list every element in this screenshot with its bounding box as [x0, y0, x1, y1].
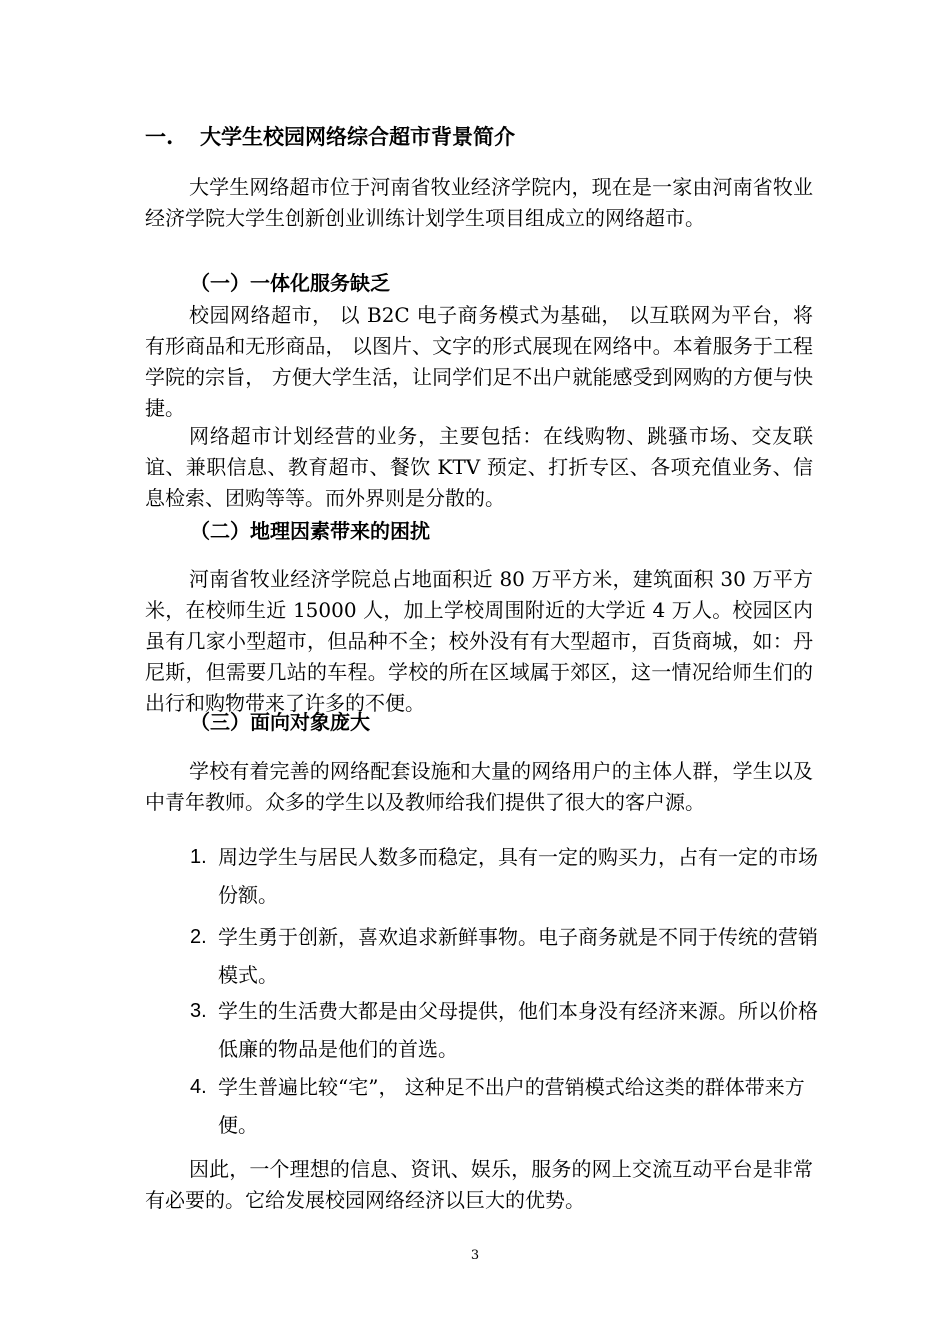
- section3-title: （三）面向对象庞大: [190, 710, 370, 734]
- list-item-number: 1.: [190, 846, 207, 868]
- list-item-number: 3.: [190, 1000, 207, 1022]
- section1-paragraph1: 校园网络超市， 以 B2C 电子商务模式为基础， 以互联网为平台，将有形商品和无形商品， 以图片、文字的形式展现在网络中。本着服务于工程学院的宗旨， 方便大学生活，让同学们足不出户就能感受到网购的方便与快捷。: [145, 303, 813, 420]
- main-heading: [145, 122, 813, 152]
- section2-paragraph1: 河南省牧业经济学院总占地面积近 80 万平方米，建筑面积 30 万平方米，在校师生近 15000 人，加上学校周围附近的大学近 4 万人。校园区内虽有几家小型超市，但品种不全；校外没有有大型超市，百货商城，如：丹尼斯，但需要几站的车程。学校的所在区域属于郊区，这一情况给师生们的出行和购物带来了许多的不便。: [145, 567, 813, 715]
- list-item-text: 学生的生活费大都是由父母提供，他们本身没有经济来源。所以价格低廉的物品是他们的首选。: [218, 999, 818, 1061]
- heading-number: 一.: [145, 124, 174, 149]
- list-item: [190, 992, 820, 1068]
- list-item: [190, 918, 820, 994]
- heading-title: 大学生校园网络综合超市背景简介: [200, 124, 515, 149]
- section2-title: （二）地理因素带来的困扰: [190, 519, 430, 543]
- list-item-number: 2.: [190, 926, 207, 948]
- list-item-text: 学生勇于创新，喜欢追求新鲜事物。电子商务就是不同于传统的营销模式。: [218, 925, 818, 987]
- section1-paragraph2: 网络超市计划经营的业务，主要包括：在线购物、跳骚市场、交友联谊、兼职信息、教育超市、餐饮 KTV 预定、打折专区、各项充值业务、信息检索、团购等等。而外界则是分散的。: [145, 424, 813, 510]
- list-item-number: 4.: [190, 1076, 207, 1098]
- page-number: 3: [470, 1248, 480, 1263]
- section1-title: （一）一体化服务缺乏: [190, 271, 390, 295]
- list-item: [190, 1068, 820, 1144]
- list-item: [190, 838, 820, 914]
- conclusion-paragraph: 因此，一个理想的信息、资讯、娱乐，服务的网上交流互动平台是非常有必要的。它给发展校园网络经济以巨大的优势。: [145, 1157, 813, 1212]
- list-item-text: 学生普遍比较“宅”， 这种足不出户的营销模式给这类的群体带来方便。: [218, 1075, 805, 1137]
- list-item-text: 周边学生与居民人数多而稳定，具有一定的购买力，占有一定的市场份额。: [218, 845, 818, 907]
- intro-paragraph: 大学生网络超市位于河南省牧业经济学院内，现在是一家由河南省牧业经济学院大学生创新创业训练计划学生项目组成立的网络超市。: [145, 175, 813, 230]
- section3-paragraph1: 学校有着完善的网络配套设施和大量的网络用户的主体人群，学生以及中青年教师。众多的学生以及教师给我们提供了很大的客户源。: [145, 759, 813, 814]
